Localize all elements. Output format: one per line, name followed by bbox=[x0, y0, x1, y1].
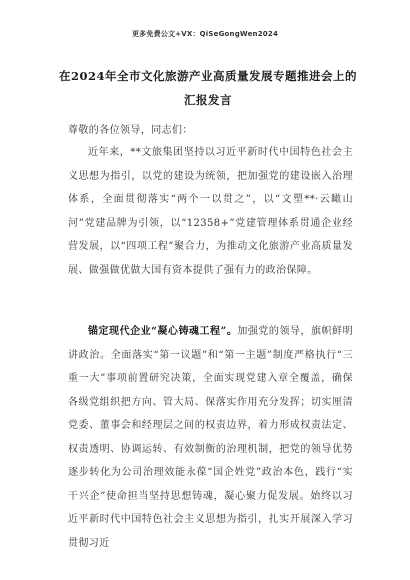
paragraph-intro: 近年来，**文旅集团坚持以习近平新时代中国特色社会主义思想为指引，以党的建设为统领，把加强党的建设嵌入治理体系，全面贯彻落实“两个一以贯之”，以“文塑**·云瞰山河”党建品牌为引领，以“12358+”党建管理体系贯通企业经营发展，以“四项工程”聚合力，为推动文化旅游产业高质量发展、做强做优做大国有资本提供了强有力的政治保障。 bbox=[68, 147, 353, 276]
header-note: 更多免费公文+VX：QiSeGongWen2024 bbox=[131, 30, 279, 38]
salutation: 尊敬的各位领导，同志们： bbox=[68, 125, 193, 136]
section-body: 加强党的领导，旗帜鲜明讲政治。全面落实“第一议题”和“第一主题”制度严格执行“三重一大”事项前置研究决策，全面实现党建入章全覆盖，确保各级党组织把方向、管大局、保落实作用充分发挥；切实厘清党委、董事会和经理层之间的权责边界，着力形成权责法定、权责透明、协调运转、有效制衡的治理机制，把党的领导优势逐步转化为公司治理效能永葆“国企姓党”政治本色，践行“实干兴企”使命担当坚持思想铸魂，凝心聚力促发展。始终以习近平新时代中国特色社会主义思想为指引，扎实开展深入学习贯彻习近 bbox=[68, 326, 353, 549]
document-title: 在2024年全市文化旅游产业高质量发展专题推进会上的汇报发言 bbox=[58, 69, 357, 107]
section-heading: 锚定现代企业“凝心铸魂工程”。 bbox=[88, 326, 238, 337]
paragraph-section-1 bbox=[68, 320, 353, 555]
